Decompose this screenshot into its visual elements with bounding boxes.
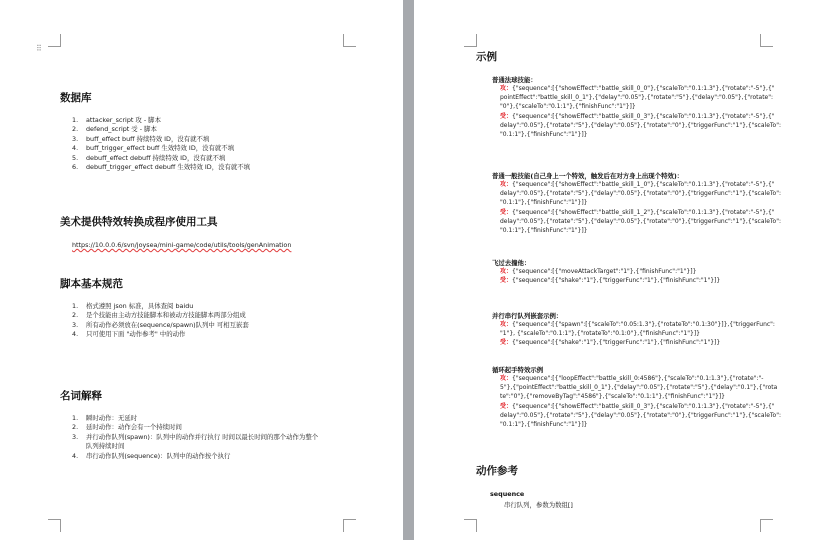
heading-script-rules: 脚本基本规范 bbox=[60, 278, 123, 290]
example-3-title: 飞过去撞他： bbox=[492, 259, 531, 267]
list-item bbox=[72, 163, 250, 172]
document-page-right bbox=[414, 0, 820, 540]
list-item bbox=[72, 321, 249, 330]
list-item-number: 2. bbox=[72, 423, 79, 432]
example-1-title: 普通法球技能： bbox=[492, 76, 537, 84]
code-line-label: 受： bbox=[500, 339, 513, 347]
list-item-number: 1. bbox=[72, 116, 79, 124]
crop-mark bbox=[760, 519, 773, 532]
list-item bbox=[72, 311, 249, 320]
list-item-text: debuff_trigger_effect debuff 生效特效 ID，没有就不填 bbox=[86, 163, 251, 172]
example-4-code bbox=[500, 320, 775, 348]
list-item-number: 6. bbox=[72, 163, 79, 172]
list-item-number: 1. bbox=[72, 414, 79, 422]
code-line bbox=[500, 217, 781, 226]
code-line-text: pointEffect":"battle_skill_0_1"},{"delay":"0.05"},{"rotate":"5"},{"delay":"0.05"},{"rotate": bbox=[500, 94, 774, 102]
code-line-text: te":"0"},{"removeByTag":"4586"},{"scaleTo":"0.1:1"},{"finishFunc":"1"}]} bbox=[500, 393, 726, 401]
list-item-text: 格式遵照 json 标准，具体查阅 baidu bbox=[86, 302, 194, 310]
code-line-label: 受： bbox=[500, 277, 513, 285]
code-line bbox=[500, 84, 781, 93]
list-item-text: 队列持续时间 bbox=[86, 442, 125, 451]
code-line bbox=[500, 320, 775, 329]
list-item bbox=[72, 330, 249, 339]
database-list bbox=[72, 116, 250, 172]
code-line bbox=[500, 180, 781, 189]
code-line-text: "0.1:1"},{"finishFunc":"1"}]} bbox=[500, 421, 588, 429]
heading-action-reference: 动作参考 bbox=[476, 465, 518, 477]
list-item-text: 延时动作：动作会有一个持续时间 bbox=[86, 423, 182, 432]
list-item bbox=[72, 135, 250, 144]
code-line-text: {"sequence":[{"showEffect":"battle_skill_0_3"},{"scaleTo":"0.1:1.3"},{"rotate":"-5"},{" bbox=[512, 112, 775, 120]
list-item-text: 所有动作必须放在(sequence/spawn)队列中 可相互嵌套 bbox=[86, 320, 249, 329]
list-item-text: buff_trigger_effect buff 生效特效 ID，没有就不填 bbox=[86, 144, 235, 153]
tool-url-link[interactable]: https://10.0.0.6/svn/joysea/mini-game/code/utils/tools/genAnimation bbox=[72, 241, 292, 249]
example-3-code bbox=[500, 267, 720, 285]
code-line-text: {"sequence":[{"showEffect":"battle_skill_1_0"},{"scaleTo":"0.1:1.3"},{"rotate":"-5"},{" bbox=[512, 181, 775, 188]
list-item-text: debuff_effect debuff 持续特效 ID，没有就不填 bbox=[86, 153, 226, 162]
code-line-text: "0"},{"scaleTo":"0.1:1"},{"finishFunc":"1"}]} bbox=[500, 103, 636, 111]
list-item-text: buff_effect buff 持续特效 ID，没有就不填 bbox=[86, 134, 210, 143]
document-page-left bbox=[0, 0, 403, 540]
heading-art-tool: 美术提供特效转换成程序使用工具 bbox=[60, 216, 218, 228]
code-line-label: 攻： bbox=[500, 85, 513, 92]
list-item bbox=[72, 452, 318, 461]
list-item-number: 3. bbox=[72, 320, 79, 329]
crop-mark bbox=[760, 34, 773, 47]
code-line bbox=[500, 402, 781, 411]
list-item-number: 3. bbox=[72, 134, 79, 143]
action-desc-sequence: 串行队列，参数为数组[] bbox=[504, 501, 573, 509]
example-5-title: 循环起手特效示例 bbox=[492, 366, 544, 374]
list-item bbox=[72, 144, 250, 153]
list-item-text: attacker_script 攻 - 脚本 bbox=[86, 116, 161, 124]
code-line-text: delay":"0.05"},{"rotate":"5"},{"delay":"0.05"},{"rotate":"0"},{"triggerFunc":"1"},{"scaleTo": bbox=[500, 411, 781, 419]
list-item-number: 4. bbox=[72, 330, 79, 339]
list-item bbox=[72, 302, 249, 311]
code-line-label: 攻： bbox=[500, 321, 513, 328]
code-line-text: 5"},{"pointEffect":"battle_skill_0_1"},{"delay":"0.05"},{"rotate":"5"},{"delay":"0.1"},{"rota bbox=[500, 384, 778, 392]
code-line-text: "0.1:1"},{"finishFunc":"1"}]} bbox=[500, 227, 588, 235]
glossary-list bbox=[72, 414, 318, 461]
drag-handle-icon[interactable]: ⠿ bbox=[36, 44, 42, 53]
heading-glossary: 名词解释 bbox=[60, 390, 102, 402]
list-item bbox=[72, 125, 250, 134]
heading-database: 数据库 bbox=[60, 92, 92, 104]
code-line bbox=[500, 130, 781, 139]
list-item-number: 2. bbox=[72, 125, 79, 134]
code-line bbox=[500, 411, 781, 420]
crop-mark bbox=[48, 34, 61, 47]
list-item-text: 串行动作队列(sequence)：队列中的动作按个执行 bbox=[86, 451, 231, 460]
heading-examples: 示例 bbox=[476, 51, 497, 63]
code-line bbox=[500, 383, 781, 392]
example-4-title: 并行串行队列嵌套示例： bbox=[492, 312, 563, 320]
code-line bbox=[500, 198, 781, 207]
list-item bbox=[72, 423, 318, 432]
code-line bbox=[500, 121, 781, 130]
code-line bbox=[500, 392, 781, 401]
code-line bbox=[500, 226, 781, 235]
code-line-text: "0.1:1"},{"finishFunc":"1"}]} bbox=[500, 199, 588, 207]
list-item bbox=[72, 116, 250, 125]
code-line-text: delay":"0.05"},{"rotate":"5"},{"delay":"0.05"},{"rotate":"0"},{"triggerFunc":"1"},{"scaleTo": bbox=[500, 121, 781, 129]
code-line bbox=[500, 276, 720, 285]
list-item-text: 瞬时动作：无延时 bbox=[86, 414, 138, 422]
crop-mark bbox=[343, 519, 356, 532]
code-line bbox=[500, 329, 775, 338]
code-line-label: 受： bbox=[500, 402, 513, 410]
code-line bbox=[500, 420, 781, 429]
list-item bbox=[72, 414, 318, 423]
code-line-label: 攻： bbox=[500, 375, 513, 382]
list-item-text: 并行动作队列(spawn)：队列中的动作并行执行 时间以最长时间的那个动作为整个 bbox=[86, 432, 319, 441]
list-item-text: 只可使用下面 "动作参考" 中的动作 bbox=[86, 330, 186, 339]
code-line-text: {"sequence":[{"moveAttackTarget":"1"},{"finishFunc":"1"}]} bbox=[512, 268, 697, 275]
code-line bbox=[500, 189, 781, 198]
code-line-text: {"sequence":[{"loopEffect":"battle_skill_0:4586"},{"scaleTo":"0.1:1.3"},{"rotate":"- bbox=[512, 375, 764, 382]
list-item bbox=[72, 442, 318, 451]
code-line-text: {"sequence":[{"shake":"1"},{"triggerFunc":"1"},{"finishFunc":"1"}]} bbox=[512, 339, 721, 347]
code-line-text: delay":"0.05"},{"rotate":"5"},{"delay":"0.05"},{"rotate":"0"},{"triggerFunc":"1"},{"scaleTo": bbox=[500, 217, 781, 225]
code-line-text: {"sequence":[{"showEffect":"battle_skill_0_0"},{"scaleTo":"0.1:1.3"},{"rotate":"-5"},{" bbox=[512, 85, 775, 92]
list-item-text: defend_script 受 - 脚本 bbox=[86, 125, 157, 134]
list-item-number: 4. bbox=[72, 451, 79, 460]
example-5-code bbox=[500, 374, 781, 429]
script-rules-list bbox=[72, 302, 249, 340]
code-line-text: delay":"0.05"},{"rotate":"5"},{"delay":"0.05"},{"rotate":"0"},{"triggerFunc":"1"},{"scaleTo": bbox=[500, 190, 781, 198]
code-line bbox=[500, 93, 781, 102]
code-line bbox=[500, 374, 781, 383]
code-line bbox=[500, 267, 720, 276]
crop-mark bbox=[464, 519, 477, 532]
code-line-text: {"sequence":[{"shake":"1"},{"triggerFunc":"1"},{"finishFunc":"1"}]} bbox=[512, 277, 721, 285]
code-line-label: 受： bbox=[500, 208, 513, 216]
code-line bbox=[500, 338, 775, 347]
crop-mark bbox=[343, 34, 356, 47]
code-line-text: {"sequence":[{"showEffect":"battle_skill_1_2"},{"scaleTo":"0.1:1.3"},{"rotate":"-5"},{" bbox=[512, 208, 775, 216]
list-item-text: 是个技能由主动方技能脚本和被动方技能脚本两部分组成 bbox=[86, 311, 246, 320]
list-item-number: 2. bbox=[72, 311, 79, 320]
crop-mark bbox=[464, 34, 477, 47]
example-1-code bbox=[500, 84, 781, 139]
code-line-text: "0.1:1"},{"finishFunc":"1"}]} bbox=[500, 131, 588, 139]
list-item-number: 3. bbox=[72, 432, 79, 441]
example-2-title: 普通一般技能(自己身上一个特效，触发后在对方身上出现个特效)： bbox=[492, 172, 684, 180]
code-line bbox=[500, 102, 781, 111]
list-item-number: 4. bbox=[72, 144, 79, 153]
code-line-label: 攻： bbox=[500, 268, 513, 275]
list-item-number: 1. bbox=[72, 302, 79, 310]
list-item bbox=[72, 154, 250, 163]
code-line bbox=[500, 208, 781, 217]
action-term-sequence: sequence bbox=[490, 490, 525, 498]
example-2-code bbox=[500, 180, 781, 235]
code-line-text: {"sequence":[{"spawn":[{"scaleTo":"0.05:1.3"},{"rotateTo":"0.1:30"}]},{"triggerFunc": bbox=[512, 321, 775, 328]
list-item-number: 5. bbox=[72, 153, 79, 162]
code-line-label: 攻： bbox=[500, 181, 513, 188]
crop-mark bbox=[48, 519, 61, 532]
code-line-text: "1"}, {"scaleTo":"0.1:1"},{"rotateTo":"0.1:0"},{"finishFunc":"1"}]} bbox=[500, 330, 700, 338]
code-line bbox=[500, 112, 781, 121]
list-item bbox=[72, 433, 318, 442]
code-line-text: {"sequence":[{"showEffect":"battle_skill_0_3"},{"scaleTo":"0.1:1.3"},{"rotate":"-5"},{" bbox=[512, 402, 775, 410]
code-line-label: 受： bbox=[500, 112, 513, 120]
